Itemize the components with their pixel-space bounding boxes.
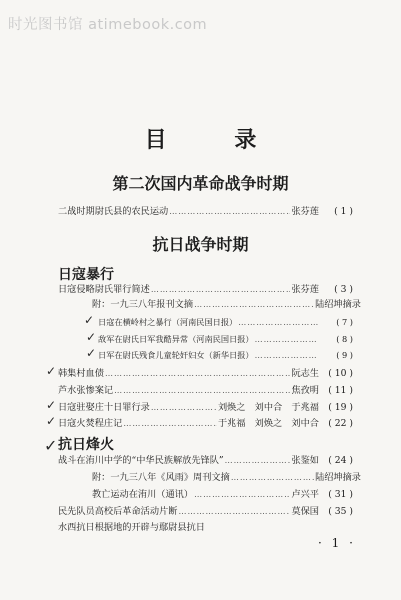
entry-author: 张芬莲 (291, 284, 319, 295)
entry-page: ( 22 ) (328, 418, 353, 429)
toc-entry (98, 333, 353, 346)
toc-entry (58, 401, 353, 414)
entry-title: 战斗在洧川中学的“中华民族解放先锋队” (58, 455, 224, 466)
entry-author: 阮志生 (291, 368, 319, 379)
section-heading-anti-japanese-war: 抗日战争时期 (152, 235, 249, 254)
entry-title: 日寇侵略尉氏罪行简述 (58, 284, 150, 295)
leader-dots (178, 505, 290, 518)
leader-dots (105, 367, 291, 380)
toc-entry (58, 417, 353, 430)
entry-title: 日寇驻娶庄十日罪行录 (58, 402, 150, 413)
entry-author: 张芬莲 (291, 206, 319, 217)
toc-entry (58, 521, 353, 534)
entry-author: 张鉴如 (291, 455, 319, 466)
entry-page: ( 24 ) (328, 455, 353, 466)
leader-dots (169, 205, 290, 218)
leader-dots (255, 333, 318, 346)
entry-title: 二战时期尉氏县的农民运动 (58, 206, 169, 217)
entry-page: ( 9 ) (336, 350, 353, 360)
entry-title: 韩集村血债 (58, 368, 104, 379)
entry-author: 莫保国 (291, 506, 319, 517)
entry-author: 卢兴平 (291, 489, 319, 500)
subsection-heading-anti-japanese-resistance: 抗日烽火 (58, 437, 114, 453)
leader-dots (225, 454, 291, 467)
leader-dots (194, 298, 314, 311)
handwritten-check-mark: ✓ (46, 364, 57, 378)
entry-title: 水西抗日根据地的开辟与鄢尉县抗日 (58, 522, 205, 533)
entry-title: 日寇在横岭村之暴行（河南民国日报） (98, 317, 238, 327)
toc-entry (98, 349, 353, 362)
entry-page: ( 19 ) (328, 402, 353, 413)
entry-author: 陆绍坤摘录 (315, 472, 361, 483)
toc-entry (58, 205, 353, 218)
handwritten-check-mark: ✓ (86, 330, 97, 344)
leader-dots (151, 283, 291, 296)
entry-title: 敌军在尉氏日军我酷异常（河南民国日报） (98, 334, 254, 344)
section-heading-second-civil-war: 第二次国内革命战争时期 (112, 174, 289, 193)
entry-page: ( 11 ) (328, 385, 353, 396)
toc-entry (58, 384, 353, 397)
leader-dots (123, 417, 217, 430)
toc-entry (92, 488, 353, 501)
toc-entry (58, 367, 353, 380)
leader-dots (151, 401, 217, 414)
entry-title: 日寇火焚程庄记 (58, 418, 123, 429)
entry-page: ( 3 ) (334, 284, 353, 295)
leader-dots (194, 488, 290, 501)
entry-page: ( 1 ) (334, 206, 353, 217)
entry-page: ( 35 ) (328, 506, 353, 517)
toc-entry (58, 283, 353, 296)
handwritten-check-mark: ✓ (44, 436, 58, 455)
handwritten-check-mark: ✓ (86, 346, 97, 360)
entry-author: 刘焕之 刘中合 于兆福 (217, 402, 319, 413)
handwritten-check-mark: ✓ (84, 313, 95, 327)
leader-dots (238, 316, 318, 329)
entry-page: ( 10 ) (328, 368, 353, 379)
entry-page: ( 7 ) (336, 317, 353, 327)
page-number: · 1 · (318, 536, 356, 550)
leader-dots (114, 384, 290, 397)
entry-title: 日军在尉氏残食儿童轮奸妇女（新华日报） (98, 350, 254, 360)
entry-page: ( 31 ) (328, 489, 353, 500)
entry-title: 附：一九三八年报刊文摘 (92, 299, 194, 310)
entry-title: 附：一九三八年《风雨》周刊文摘 (92, 472, 230, 483)
entry-author: 陆绍坤摘录 (315, 299, 361, 310)
handwritten-check-mark: ✓ (46, 414, 57, 428)
leader-dots (231, 471, 314, 484)
leader-dots (255, 349, 318, 362)
entry-title: 教亡运动在洧川（通讯） (92, 489, 194, 500)
toc-entry (58, 454, 353, 467)
toc-entry (92, 298, 361, 311)
toc-entry (58, 505, 353, 518)
entry-title: 芦水张惨案记 (58, 385, 114, 396)
entry-author: 焦孜明 (291, 385, 319, 396)
toc-entry (98, 316, 353, 329)
toc-title: 目 录 (144, 127, 287, 153)
entry-title: 民先队员高校后革命活动片断 (58, 506, 178, 517)
entry-author: 于兆福 刘焕之 刘中合 (217, 418, 319, 429)
watermark: 时光图书馆 atimebook.com (8, 17, 208, 33)
entry-page: ( 8 ) (336, 334, 353, 344)
handwritten-check-mark: ✓ (46, 398, 57, 412)
toc-entry (92, 471, 361, 484)
subsection-heading-japanese-atrocities: 日寇暴行 (58, 267, 114, 283)
